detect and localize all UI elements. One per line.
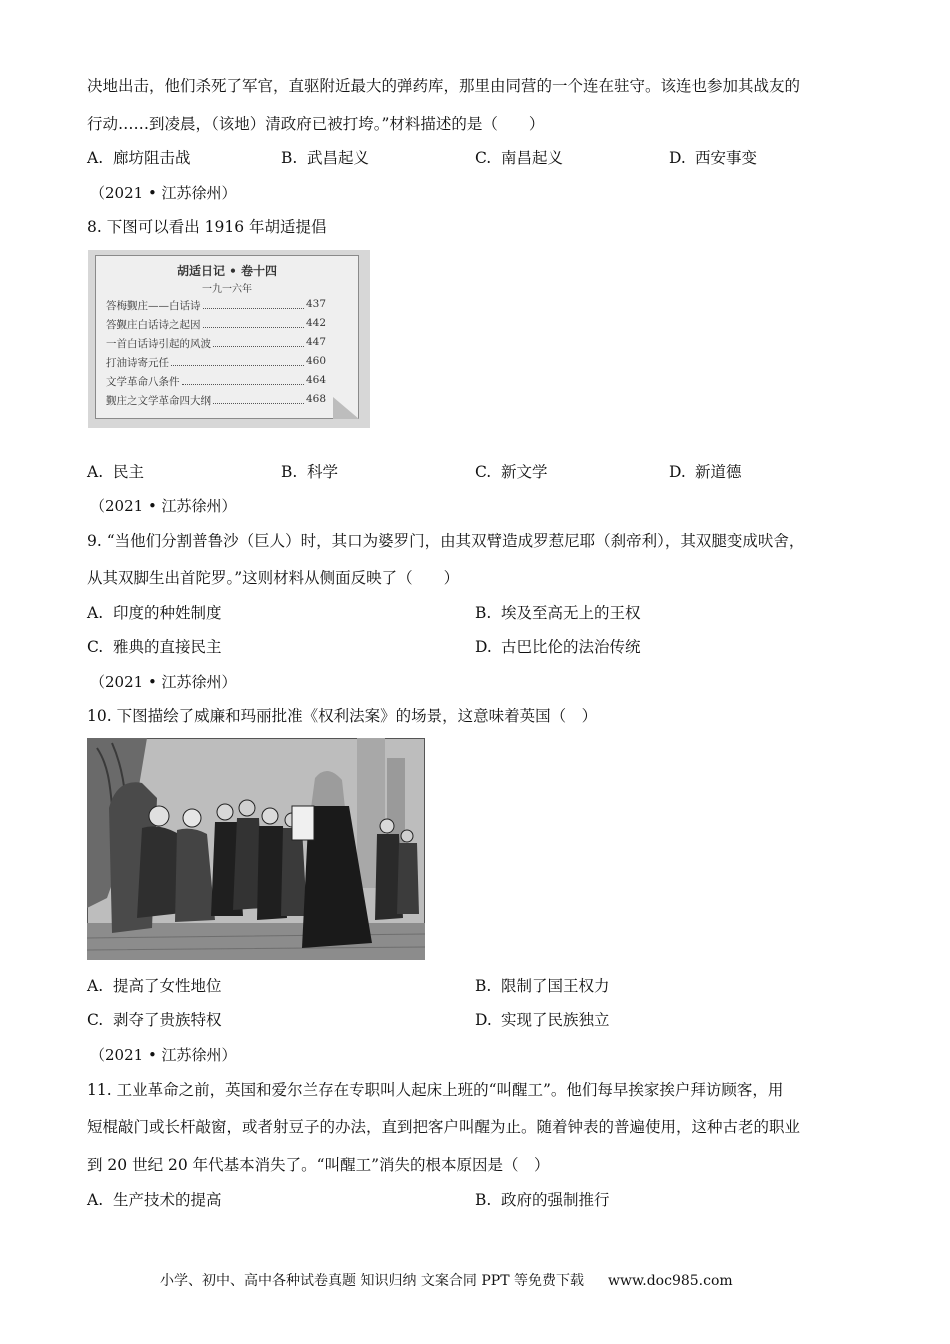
q8-option-b[interactable]: B. 科学 (281, 463, 339, 481)
footer-site-link[interactable]: www.doc985.com (607, 1273, 733, 1289)
q8-source: （2021 • 江苏徐州） (90, 497, 237, 515)
q9-source: （2021 • 江苏徐州） (90, 673, 237, 691)
q11-option-b[interactable]: B. 政府的强制推行 (475, 1191, 610, 1209)
q9-option-c[interactable]: C. 雅典的直接民主 (87, 638, 222, 656)
diary-entry: 觐庄之文学革命四大纲 468 (106, 393, 326, 407)
q9-stem-line-1: 9. “当他们分割普鲁沙（巨人）时，其口为婆罗门，由其双臂造成罗惹尼耶（刹帝利），其双腿变成吠舍， (87, 532, 805, 550)
diary-entry: 打油诗寄元任 460 (106, 355, 326, 369)
q10-option-b[interactable]: B. 限制了国王权力 (475, 977, 610, 995)
bill-of-rights-engraving (87, 738, 425, 960)
q7-option-b[interactable]: B. 武昌起义 (281, 149, 370, 167)
q8-stem: 8. 下图可以看出 1916 年胡适提倡 (87, 218, 327, 236)
diary-entry: 一首白话诗引起的风波 447 (106, 336, 326, 350)
diary-year: 一九一六年 (202, 284, 252, 295)
q11-stem-line-2: 短棍敲门或长杆敲窗，或者射豆子的办法，直到把客户叫醒为止。随着钟表的普遍使用，这种古老的职业 (87, 1118, 801, 1136)
q8-option-a[interactable]: A. 民主 (87, 463, 145, 481)
q8-option-c[interactable]: C. 新文学 (475, 463, 548, 481)
q7-option-c[interactable]: C. 南昌起义 (475, 149, 564, 167)
q10-option-a[interactable]: A. 提高了女性地位 (87, 977, 222, 995)
q10-option-d[interactable]: D. 实现了民族独立 (475, 1011, 610, 1029)
q10-stem: 10. 下图描绘了威廉和玛丽批准《权利法案》的场景，这意味着英国（ ） (87, 707, 598, 725)
diary-entry: 答梅觐庄——白话诗 437 (106, 298, 326, 312)
q8-option-d[interactable]: D. 新道德 (669, 463, 742, 481)
q10-source: （2021 • 江苏徐州） (90, 1046, 237, 1064)
q7-option-d[interactable]: D. 西安事变 (669, 149, 758, 167)
hu-shi-diary-image (88, 250, 370, 428)
diary-entry: 文学革命八条件 464 (106, 374, 326, 388)
footer-text: 小学、初中、高中各种试卷真题 知识归纳 文案合同 PPT 等免费下载 (160, 1273, 584, 1289)
q10-option-c[interactable]: C. 剥夺了贵族特权 (87, 1011, 222, 1029)
q9-option-a[interactable]: A. 印度的种姓制度 (87, 604, 222, 622)
q9-stem-line-2: 从其双脚生出首陀罗。”这则材料从侧面反映了（ ） (87, 569, 460, 587)
q7-stem-line-1: 决地出击，他们杀死了军官，直驱附近最大的弹药库，那里由同营的一个连在驻守。该连也参加其战友的 (87, 77, 801, 95)
diary-title: 胡适日记 • 卷十四 (176, 264, 278, 278)
q7-stem-line-2: 行动……到凌晨，（该地）清政府已被打垮。”材料描述的是（ ） (87, 115, 545, 133)
q7-option-a[interactable]: A. 廊坊阻击战 (87, 149, 191, 167)
diary-page (95, 255, 359, 419)
q11-stem-line-3: 到 20 世纪 20 年代基本消失了。“叫醒工”消失的根本原因是（ ） (87, 1156, 550, 1174)
q9-option-d[interactable]: D. 古巴比伦的法治传统 (475, 638, 641, 656)
page-curl (333, 397, 359, 419)
diary-entry: 答觐庄白话诗之起因 442 (106, 317, 326, 331)
q11-option-a[interactable]: A. 生产技术的提高 (87, 1191, 222, 1209)
q9-option-b[interactable]: B. 埃及至高无上的王权 (475, 604, 641, 622)
q11-stem-line-1: 11. 工业革命之前，英国和爱尔兰存在专职叫人起床上班的“叫醒工”。他们每早挨家挨户拜访顾客，用 (87, 1081, 784, 1099)
q7-source: （2021 • 江苏徐州） (90, 184, 237, 202)
page-footer (160, 1270, 733, 1290)
